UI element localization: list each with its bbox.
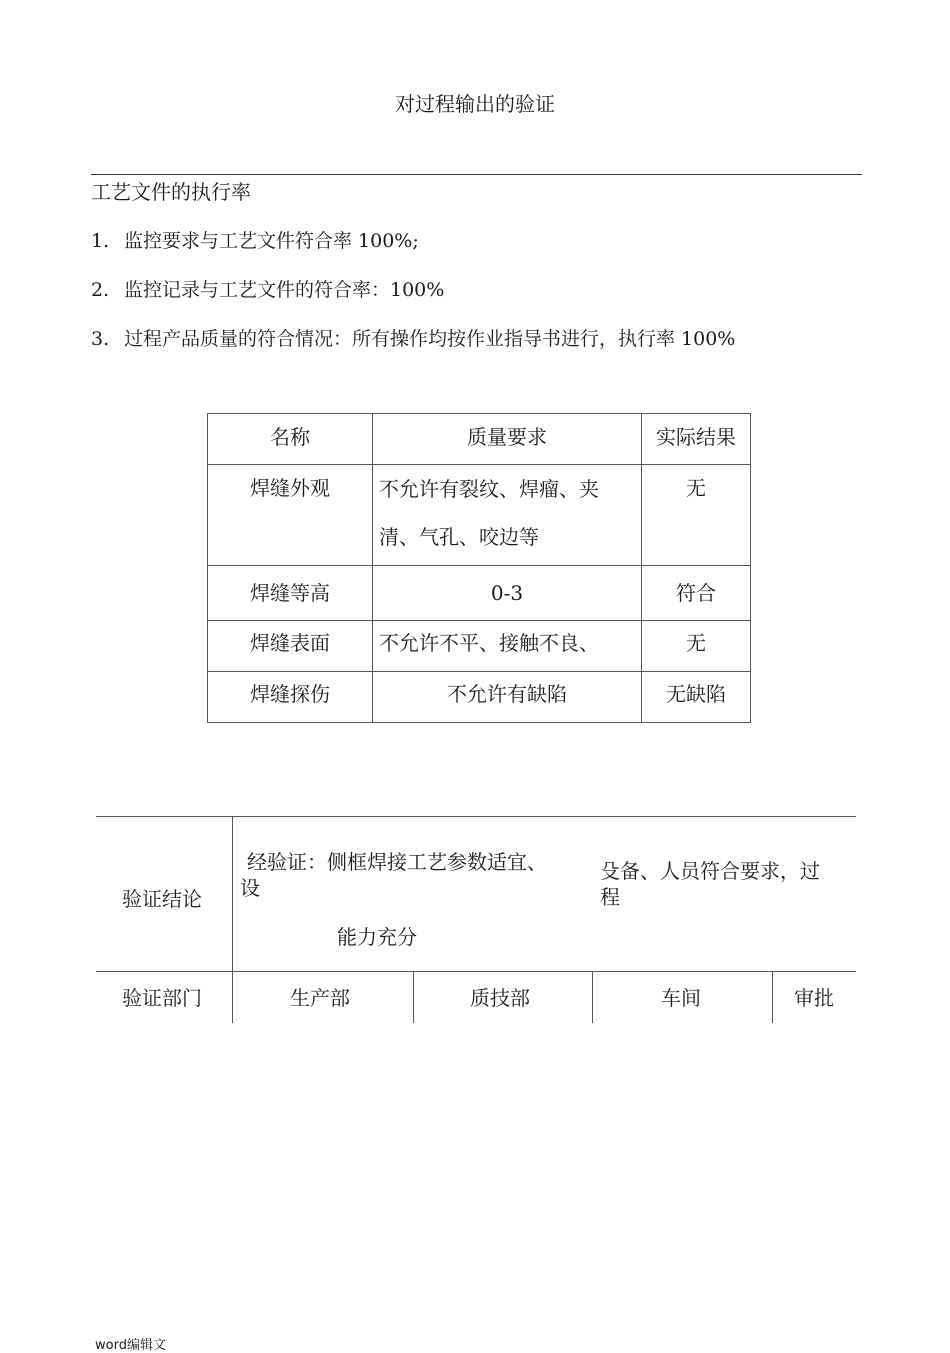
quality-table	[207, 413, 751, 723]
table-border	[96, 971, 856, 972]
page-title: 对过程输出的验证	[395, 92, 555, 116]
cell-result: 符合	[642, 566, 751, 621]
dept-workshop: 车间	[661, 986, 701, 1010]
divider	[91, 174, 862, 175]
dept-approval: 审批	[794, 986, 834, 1010]
header-cell-name: 名称	[208, 414, 373, 465]
conclusion-label: 验证结论	[122, 887, 202, 911]
cell-result: 无缺陷	[642, 672, 751, 723]
dept-quality-tech: 质技部	[470, 986, 530, 1010]
list-item	[91, 226, 419, 253]
item-number: 1.	[91, 230, 110, 252]
table-border	[232, 816, 233, 1023]
footer-note: word编辑文	[95, 1338, 166, 1353]
table-header-row	[208, 414, 751, 465]
item-number: 2.	[91, 279, 110, 301]
list-item	[91, 275, 444, 302]
conclusion-text: 经验证：侧框焊接工艺参数适宜、	[247, 850, 547, 874]
header-cell-requirement: 质量要求	[373, 414, 642, 465]
table-border	[96, 816, 856, 817]
cell-name: 焊缝外观	[208, 465, 373, 566]
section-heading: 工艺文件的执行率	[91, 180, 251, 204]
conclusion-text: 能力充分	[337, 925, 417, 949]
header-cell-result: 实际结果	[642, 414, 751, 465]
conclusion-text: 设	[240, 876, 260, 900]
table-row	[208, 465, 751, 566]
item-number: 3.	[91, 328, 110, 350]
table-row	[208, 566, 751, 621]
cell-requirement: 不允许有缺陷	[373, 672, 642, 723]
dept-production: 生产部	[290, 986, 350, 1010]
cell-result: 无	[642, 621, 751, 672]
table-row	[208, 621, 751, 672]
table-row	[208, 672, 751, 723]
cell-requirement	[373, 465, 642, 566]
cell-requirement: 0-3	[373, 566, 642, 621]
requirement-line: 清、气孔、咬边等	[379, 525, 539, 549]
cell-name: 焊缝探伤	[208, 672, 373, 723]
cell-requirement: 不允许不平、接触不良、	[373, 621, 642, 672]
conclusion-text: 殳备、人员符合要求，过	[600, 859, 820, 883]
table-border	[772, 971, 773, 1023]
cell-name: 焊缝等高	[208, 566, 373, 621]
dept-label: 验证部门	[122, 986, 202, 1010]
table-border	[413, 971, 414, 1023]
list-item	[91, 324, 735, 351]
cell-name: 焊缝表面	[208, 621, 373, 672]
item-text: 过程产品质量的符合情况：所有操作均按作业指导书进行，执行率 100%	[124, 328, 736, 350]
table-border	[592, 971, 593, 1023]
conclusion-text: 程	[600, 885, 620, 909]
requirement-line: 不允许有裂纹、焊瘤、夹	[379, 477, 599, 501]
cell-result: 无	[642, 465, 751, 566]
item-text: 监控要求与工艺文件符合率 100%;	[124, 230, 419, 252]
item-text: 监控记录与工艺文件的符合率：100%	[124, 279, 445, 301]
